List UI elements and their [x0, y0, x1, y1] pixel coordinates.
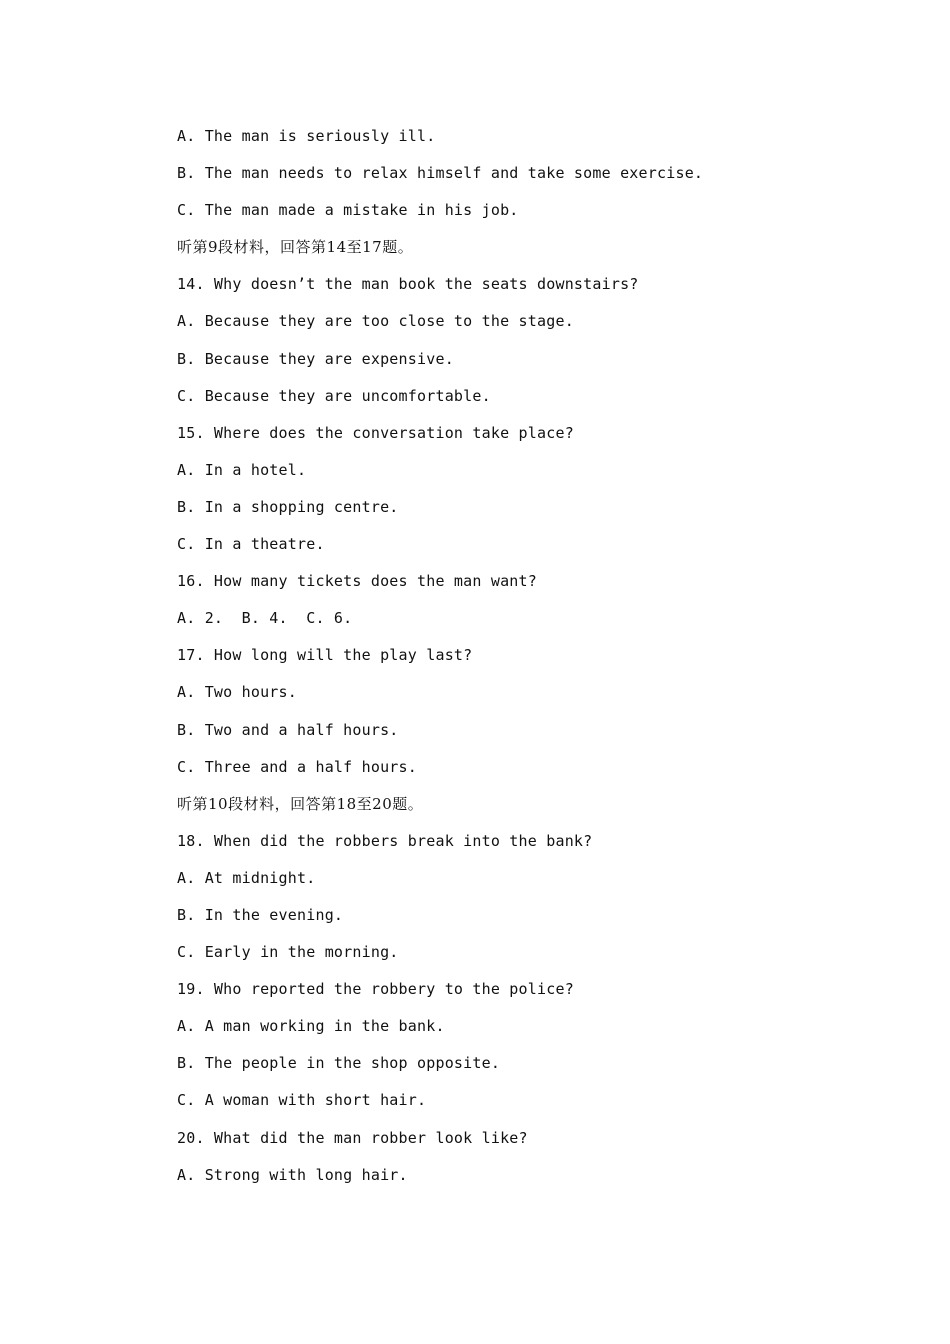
question-text: 20. What did the man robber look like? [177, 1128, 528, 1147]
question-text: 15. Where does the conversation take place? [177, 423, 574, 442]
answer-option: C. A woman with short hair. [177, 1091, 427, 1110]
answer-option: B. In the evening. [177, 905, 344, 924]
question-text: 19. Who reported the robbery to the police? [177, 980, 574, 999]
answer-option: B. Because they are expensive. [177, 349, 454, 368]
answer-option: C. Early in the morning. [177, 943, 399, 962]
answer-option: A. Two hours. [177, 683, 297, 702]
answer-option: B. Two and a half hours. [177, 720, 399, 739]
question-text: 17. How long will the play last? [177, 646, 473, 665]
answer-option: A. A man working in the bank. [177, 1017, 445, 1036]
answer-option: A. Strong with long hair. [177, 1165, 408, 1184]
answer-option: A. In a hotel. [177, 460, 307, 479]
answer-option: B. The people in the shop opposite. [177, 1054, 501, 1073]
section-instruction: 听第9段材料，回答第14至17题。 [177, 238, 414, 257]
answer-option: A. At midnight. [177, 868, 316, 887]
answer-option: A. Because they are too close to the stage. [177, 312, 574, 331]
answer-option: B. The man needs to relax himself and take some exercise. [177, 164, 704, 183]
answer-option: A. The man is seriously ill. [177, 127, 436, 145]
question-text: 16. How many tickets does the man want? [177, 572, 537, 591]
answer-option: B. In a shopping centre. [177, 497, 399, 516]
exam-text-block [177, 124, 877, 1200]
answer-option: C. The man made a mistake in his job. [177, 201, 519, 220]
answer-option: C. Three and a half hours. [177, 757, 417, 776]
answer-option: C. In a theatre. [177, 535, 325, 554]
question-text: 18. When did the robbers break into the bank? [177, 831, 593, 850]
answer-option: C. Because they are uncomfortable. [177, 386, 491, 405]
section-instruction: 听第10段材料，回答第18至20题。 [177, 794, 424, 813]
question-text: 14. Why doesn’t the man book the seats downstairs? [177, 275, 639, 294]
answer-option: A. 2. B. 4. C. 6. [177, 609, 353, 628]
